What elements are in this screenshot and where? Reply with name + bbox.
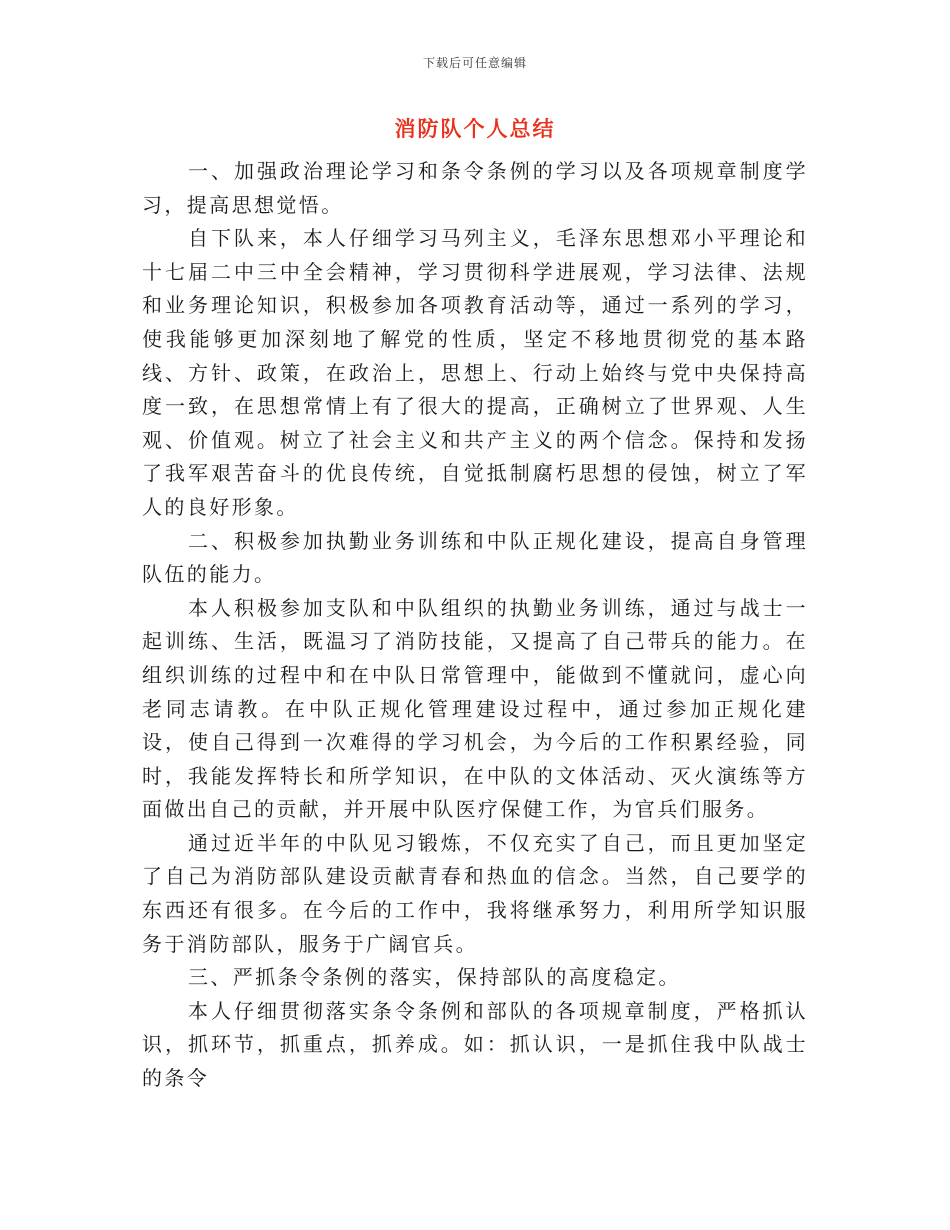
heading-section-1: 一、加强政治理论学习和条令条例的学习以及各项规章制度学习，提高思想觉悟。 [142, 159, 808, 217]
header-note: 下载后可任意编辑 [422, 56, 527, 70]
heading-section-3: 三、严抓条令条例的落实，保持部队的高度稳定。 [188, 965, 681, 990]
paragraph: 本人仔细贯彻落实条令条例和部队的各项规章制度，严格抓认识，抓环节，抓重点，抓养成。如：抓认识，一是抓住我中队战士的条令 [142, 998, 808, 1091]
heading-section-2: 二、积极参加执勤业务训练和中队正规化建设，提高自身管理队伍的能力。 [142, 528, 808, 587]
document-title: 消防队个人总结 [394, 116, 556, 141]
paragraph: 自下队来，本人仔细学习马列主义，毛泽东思想邓小平理论和十七届二中三中全会精神，学习贯彻科学进展观，学习法律、法规和业务理论知识，积极参加各项教育活动等，通过一系列的学习，使我能够更加深刻地了解党的性质，坚定不移地贯彻党的基本路线、方针、政策，在政治上，思想上、行动上始终与党中央保持高度一致，在思想常情上有了很大的提高，正确树立了世界观、人生观、价值观。树立了社会主义和共产主义的两个信念。保持和发扬了我军艰苦奋斗的优良传统，自觉抵制腐朽思想的侵蚀，树立了军人的良好形象。 [142, 226, 808, 519]
paragraph: 本人积极参加支队和中队组织的执勤业务训练，通过与战士一起训练、生活，既温习了消防技能，又提高了自己带兵的能力。在组织训练的过程中和在中队日常管理中，能做到不懂就问，虚心向老同志请教。在中队正规化管理建设过程中，通过参加正规化建设，使自己得到一次难得的学习机会，为今后的工作积累经验，同时，我能发挥特长和所学知识，在中队的文体活动、灭火演练等方面做出自己的贡献，并开展中队医疗保健工作，为官兵们服务。 [142, 595, 808, 822]
paragraph: 通过近半年的中队见习锻炼，不仅充实了自己，而且更加坚定了自己为消防部队建设贡献青春和热血的信念。当然，自己要学的东西还有很多。在今后的工作中，我将继承努力，利用所学知识服务于消防部队，服务于广阔官兵。 [142, 830, 808, 956]
document-body [142, 155, 808, 1096]
